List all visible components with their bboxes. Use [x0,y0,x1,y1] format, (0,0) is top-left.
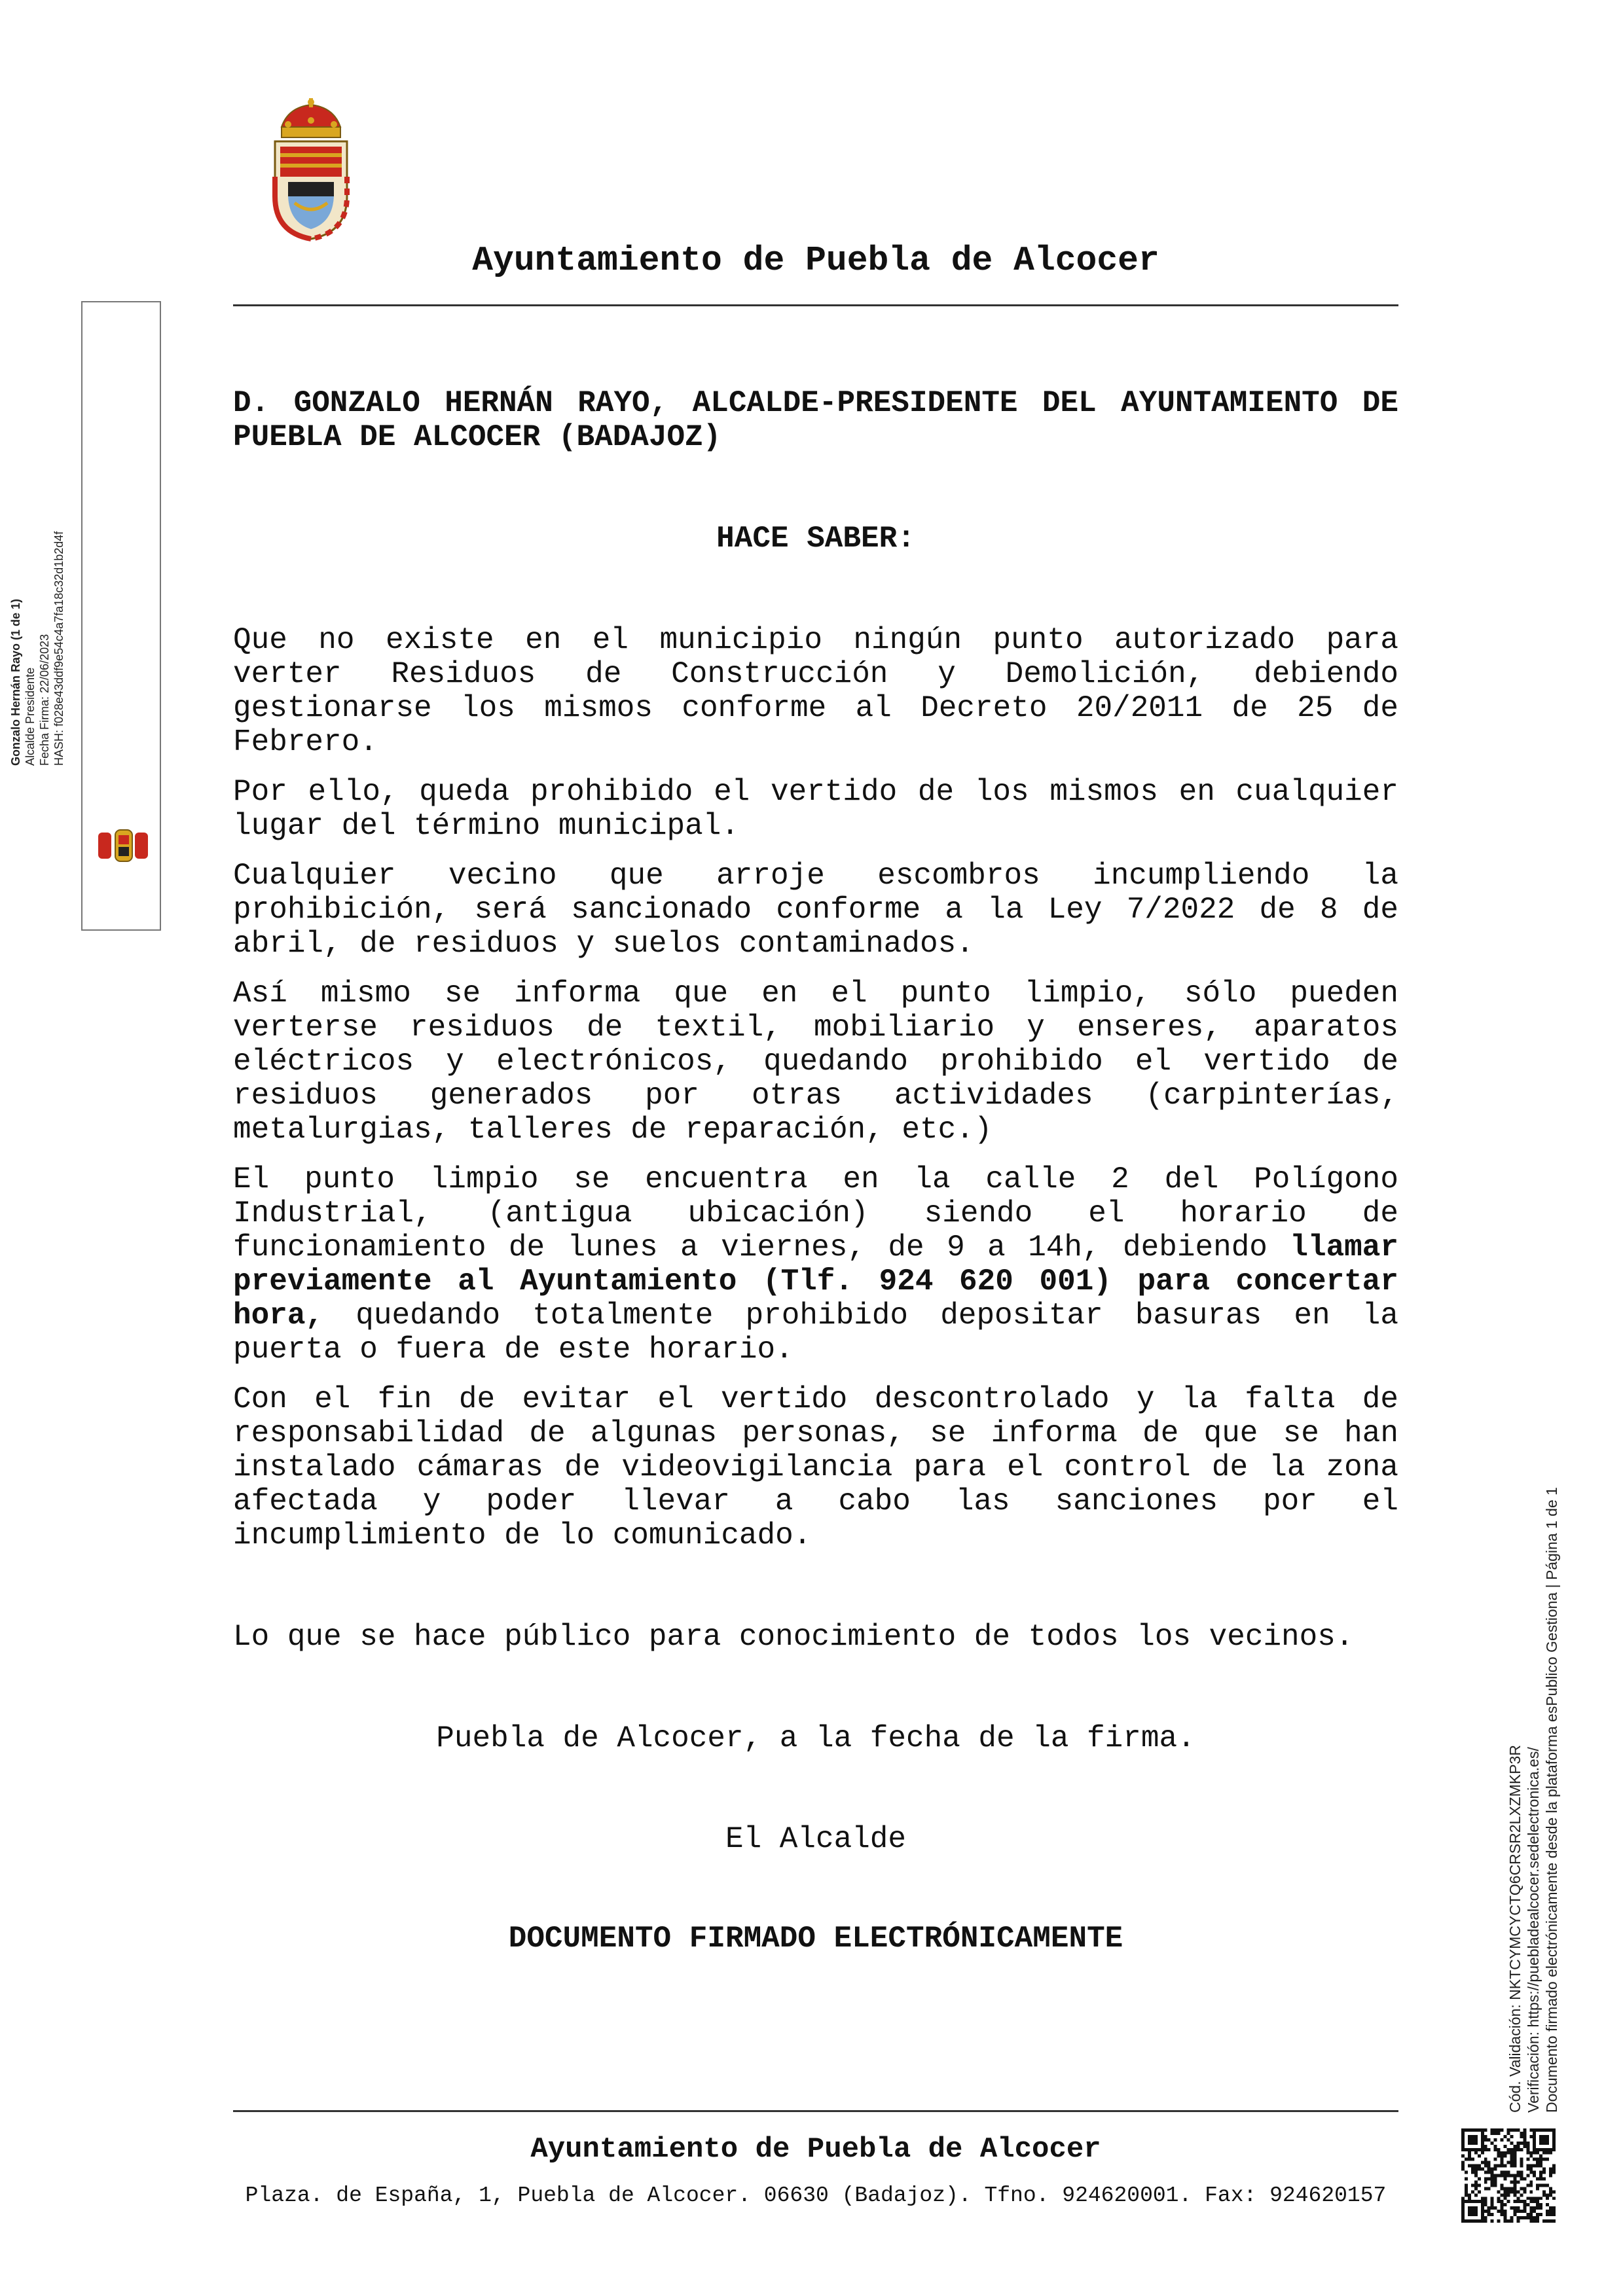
signature-hash: HASH: f028e43ddf9e54c4a7fa18c32d1b2d4f [52,531,65,766]
signature-text [9,478,66,766]
signer: El Alcalde [725,1822,907,1856]
paragraph-5-start: El punto limpio se encuentra en la calle 2 del Polígono Industrial, (antigua ubicación) siendo el horario de funcionamiento de lunes a viernes, de 9 a 14h, debiendo [233,1162,1398,1265]
coat-of-arms-icon [262,98,360,242]
signature-date: Fecha Firma: 22/06/2023 [38,634,51,766]
paragraph-5-bold: llamar previamente al Ayuntamiento (Tlf. 924 620 001) para concertar hora, [233,1230,1398,1333]
place-date: Puebla de Alcocer, a la fecha de la firma. [436,1721,1195,1755]
signature-seal-icon [97,826,149,865]
paragraph-6: Con el fin de evitar el vertido descontrolado y la falta de responsabilidad de algunas personas, se informa de que se han instalado cámaras de videovigilancia para el control de la zona afectada y poder llevar a cabo las sanciones por el incumplimiento de lo comunicado. [233,1382,1398,1552]
paragraph-1: Que no existe en el municipio ningún punto autorizado para verter Residuos de Construcción y Demolición, debiendo gestionarse los mismos conforme al Decreto 20/2011 de 25 de Febrero. [233,623,1398,759]
paragraph-4: Así mismo se informa que en el punto limpio, sólo pueden verterse residuos de textil, mobiliario y enseres, aparatos eléctricos y electrónicos, quedando prohibido el vertido de residuos generados por otras actividades (carpinterías, metalurgias, talleres de reparación, etc.) [233,977,1398,1147]
footer-address: Plaza. de España, 1, Puebla de Alcocer. 06630 (Badajoz). Tfno. 924620001. Fax: 924620157 [245,2183,1387,2208]
platform-note: Documento firmado electrónicamente desde la plataforma esPublico Gestiona | Página 1 de 1 [1543,1487,1560,2113]
verification-text [1506,1426,1561,2113]
notice-heading: HACE SABER: [716,522,915,556]
header-divider [233,304,1398,306]
qr-code-icon [1461,2128,1556,2223]
header-title: Ayuntamiento de Puebla de Alcocer [472,241,1159,280]
paragraph-2: Por ello, queda prohibido el vertido de los mismos en cualquier lugar del término municipal. [233,775,1398,843]
validation-code: Cód. Validación: NKTCYMCYCTQ6CRSR2LXZMKP3R [1506,1745,1523,2113]
signature-role: Alcalde Presidente [24,667,37,766]
public-notice: Lo que se hace público para conocimiento de todos los vecinos. [233,1620,1354,1654]
signed-note: DOCUMENTO FIRMADO ELECTRÓNICAMENTE [508,1922,1123,1956]
footer-title: Ayuntamiento de Puebla de Alcocer [530,2133,1101,2166]
addressee: D. GONZALO HERNÁN RAYO, ALCALDE-PRESIDENTE DEL AYUNTAMIENTO DE PUEBLA DE ALCOCER (BADAJOZ) [233,386,1398,454]
paragraph-5 [233,1162,1398,1367]
verification-url: Verificación: https://puebladealcocer.sedelectronica.es/ [1525,1747,1542,2113]
paragraph-3: Cualquier vecino que arroje escombros incumpliendo la prohibición, será sancionado conforme a la Ley 7/2022 de 8 de abril, de residuos y suelos contaminados. [233,859,1398,961]
signature-signer: Gonzalo Hernán Rayo (1 de 1) [9,598,22,766]
notice-body [233,623,1398,1552]
paragraph-5-end: quedando totalmente prohibido depositar basuras en la puerta o fuera de este horario. [233,1299,1398,1367]
footer-divider [233,2110,1398,2112]
